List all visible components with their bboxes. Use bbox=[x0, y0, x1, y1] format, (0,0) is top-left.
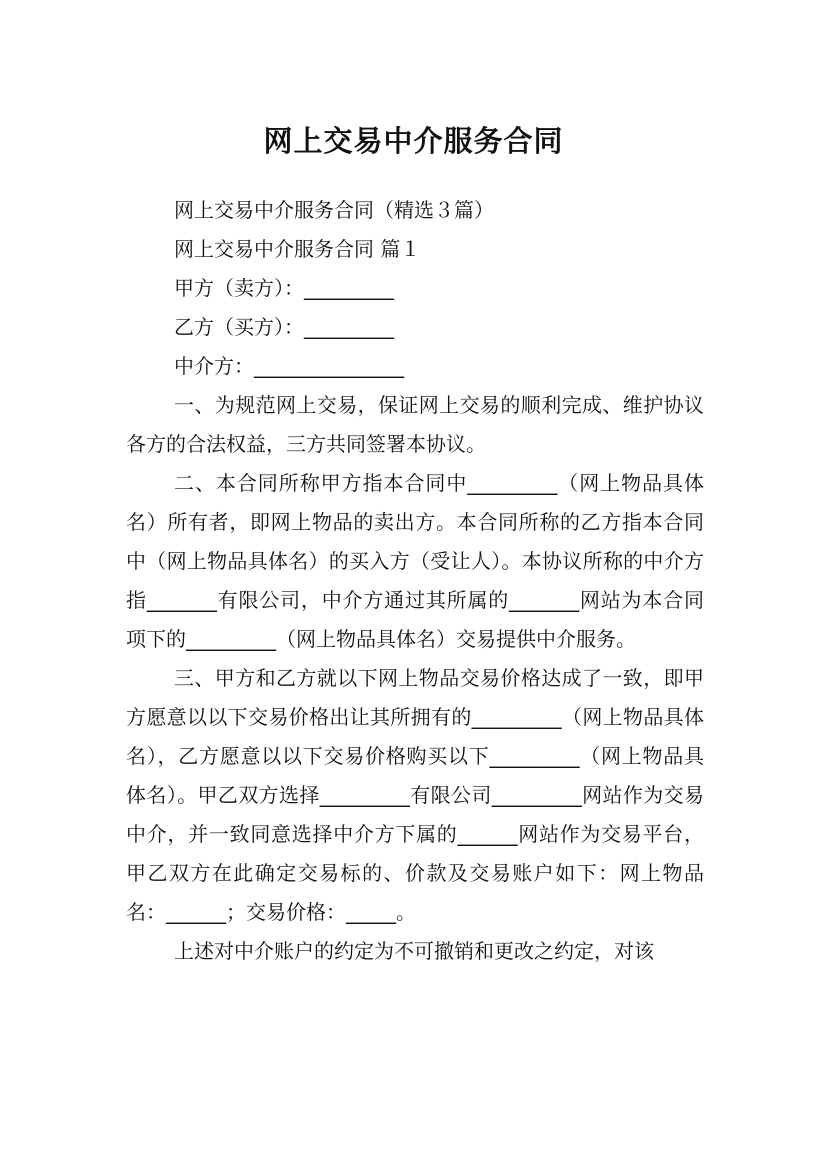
clause-4-partial: 上述对中介账户的约定为不可撤销和更改之约定，对该 bbox=[174, 939, 654, 963]
party-a-line: 甲方（卖方）：_________ bbox=[174, 276, 394, 300]
clause-1: 一、为规范网上交易，保证网上交易的顺利完成、维护协议各方的合法权益，三方共同签署本协议。 bbox=[126, 393, 704, 456]
clause-2: 二、本合同所称甲方指本合同中_________（网上物品具体名）所有者，即网上物品的卖出方。本合同所称的乙方指本合同中（网上物品具体名）的买入方（受让人）。本协议所称的中介方指_______有限公司，中介方通过其所属的_______网站为本合同项下的_________（网上物品具体名）交易提供中介服务。 bbox=[126, 471, 704, 651]
intermediary-line: 中介方：_______________ bbox=[174, 354, 404, 378]
clause-3: 三、甲方和乙方就以下网上物品交易价格达成了一致，即甲方愿意以以下交易价格出让其所拥有的_________（网上物品具体名），乙方愿意以以下交易价格购买以下_________（网上物品具体名）。甲乙双方选择_________有限公司_________网站作为交易中介，并一致同意选择中介方下属的______网站作为交易平台，甲乙双方在此确定交易标的、价款及交易账户如下：网上物品名：______；交易价格：_____。 bbox=[126, 666, 704, 924]
document-title: 网上交易中介服务合同 bbox=[263, 124, 564, 159]
subtitle-paragraph: 网上交易中介服务合同（精选３篇） bbox=[174, 198, 494, 222]
party-b-line: 乙方（买方）：_________ bbox=[174, 315, 394, 339]
document-body bbox=[126, 191, 704, 971]
section-heading: 网上交易中介服务合同 篇１ bbox=[174, 237, 421, 261]
